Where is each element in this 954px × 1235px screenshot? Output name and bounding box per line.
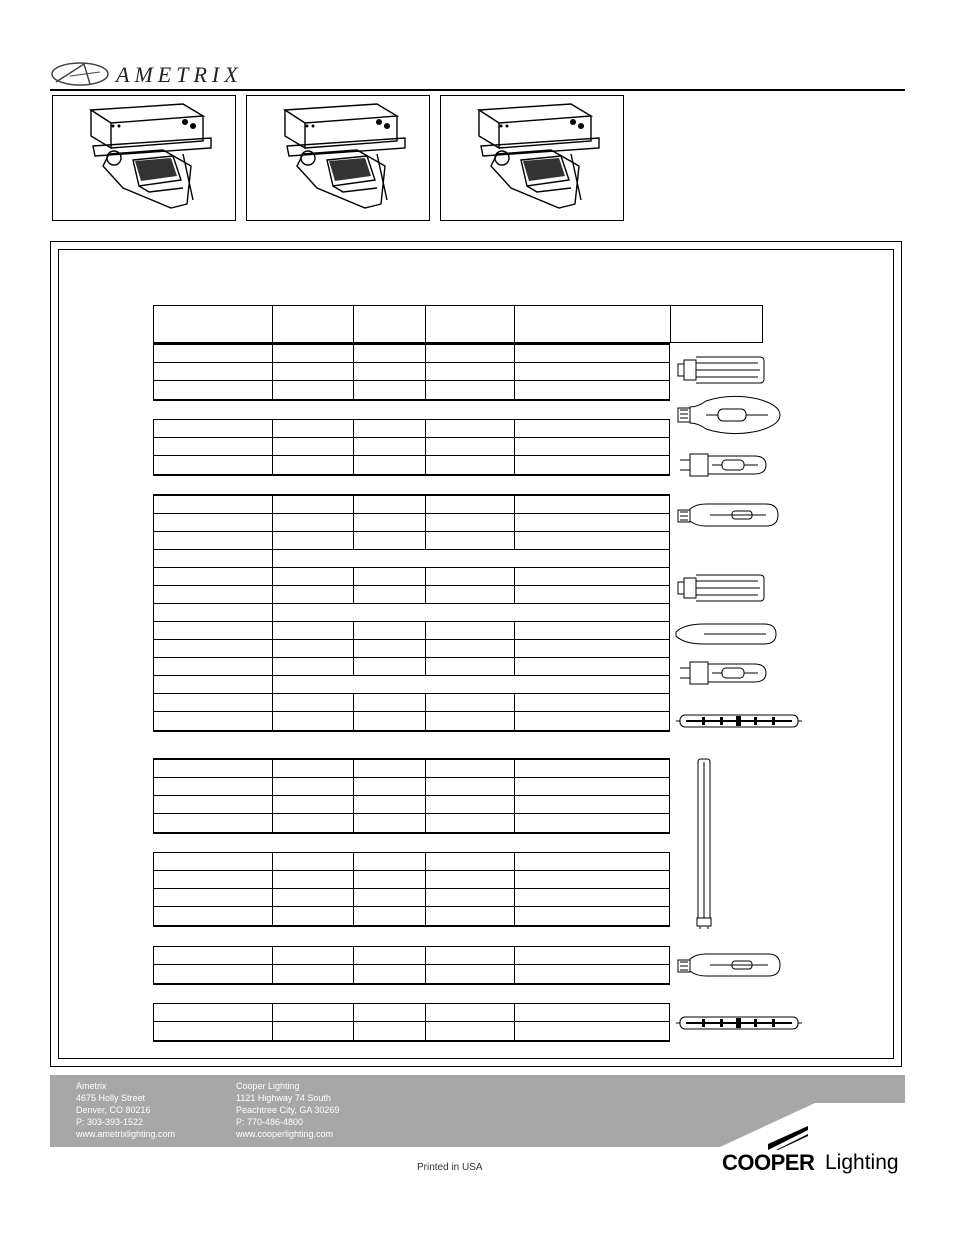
cell-divider	[353, 514, 354, 531]
lamp-group	[153, 343, 670, 401]
cell-divider	[272, 814, 273, 832]
t6-metal-halide-capsule-icon	[676, 656, 768, 690]
printed-in-usa: Printed in USA	[417, 1162, 483, 1173]
cell-divider	[514, 778, 515, 795]
cell-divider	[353, 568, 354, 585]
cell-divider	[425, 622, 426, 639]
double-ended-quartz-lamp-icon	[674, 710, 804, 732]
lamp-group	[153, 946, 670, 985]
table-row	[154, 345, 669, 363]
table-row	[154, 604, 669, 622]
table-row	[154, 456, 669, 474]
cell-divider	[353, 345, 354, 362]
lamp-group	[153, 419, 670, 476]
cell-divider	[425, 853, 426, 870]
table-row	[154, 568, 669, 586]
cell-divider	[425, 586, 426, 603]
cell-divider	[514, 814, 515, 832]
product-image-2	[246, 95, 430, 221]
product-image-1	[52, 95, 236, 221]
cell-divider	[425, 658, 426, 675]
cell-divider	[353, 1004, 354, 1021]
table-row	[154, 796, 669, 814]
table-row	[154, 676, 669, 694]
cell-divider	[272, 345, 273, 362]
recessed-wallwash-fixture-icon	[247, 96, 429, 220]
cell-divider	[425, 965, 426, 983]
cell-divider	[514, 871, 515, 888]
cell-divider	[272, 676, 273, 693]
table-row	[154, 420, 669, 438]
long-twin-tube-fluorescent-icon	[694, 758, 714, 930]
cell-divider	[272, 889, 273, 906]
cell-divider	[514, 796, 515, 813]
lamp-table-header	[153, 305, 763, 343]
table-row	[154, 363, 669, 381]
ed-tubular-hid-lamp-icon	[674, 620, 778, 648]
table-row	[154, 658, 669, 676]
table-row	[154, 907, 669, 925]
table-row	[154, 1004, 669, 1022]
cell-divider	[353, 438, 354, 455]
double-ended-quartz-lamp-icon	[674, 1012, 804, 1034]
cell-divider	[514, 496, 515, 513]
logo-lighting: Lighting	[825, 1151, 899, 1174]
brand-name: AMETRIX	[116, 62, 243, 87]
cell-divider	[272, 1022, 273, 1040]
cell-divider	[514, 907, 515, 925]
cell-divider	[353, 760, 354, 777]
cell-divider	[514, 640, 515, 657]
cell-divider	[514, 363, 515, 380]
cooper-swoosh-icon	[768, 1126, 808, 1150]
cell-divider	[425, 947, 426, 964]
address-company: Cooper Lighting	[236, 1081, 300, 1091]
address-city: Denver, CO 80216	[76, 1105, 151, 1115]
lamp-group	[153, 1003, 670, 1042]
cell-divider	[425, 496, 426, 513]
table-row	[154, 778, 669, 796]
cell-divider	[353, 889, 354, 906]
cell-divider	[425, 363, 426, 380]
address-company: Ametrix	[76, 1081, 107, 1091]
cell-divider	[425, 907, 426, 925]
cell-divider	[353, 532, 354, 549]
table-row	[154, 496, 669, 514]
cell-divider	[272, 853, 273, 870]
lamp-group	[153, 758, 670, 834]
cell-divider	[514, 712, 515, 730]
cell-divider	[514, 345, 515, 362]
cell-divider	[353, 381, 354, 399]
recessed-wallwash-fixture-icon	[53, 96, 235, 220]
address-phone: P: 770-486-4800	[236, 1117, 304, 1127]
table-row	[154, 1022, 669, 1040]
cell-divider	[272, 712, 273, 730]
cell-divider	[514, 420, 515, 437]
cell-divider	[425, 712, 426, 730]
t6-metal-halide-capsule-icon	[676, 448, 768, 482]
cell-divider	[353, 1022, 354, 1040]
cell-divider	[353, 871, 354, 888]
cell-divider	[272, 586, 273, 603]
cell-divider	[353, 814, 354, 832]
cell-divider	[425, 694, 426, 711]
ametrix-swoosh-icon	[50, 58, 114, 90]
cell-divider	[353, 586, 354, 603]
table-row	[154, 694, 669, 712]
header-rule	[50, 89, 905, 91]
cell-divider	[425, 568, 426, 585]
cell-divider	[425, 456, 426, 474]
cell-divider	[425, 871, 426, 888]
cell-divider	[514, 853, 515, 870]
product-image-3	[440, 95, 624, 221]
ametrix-address	[76, 1080, 175, 1140]
lamp-group	[153, 852, 670, 927]
cell-divider	[272, 965, 273, 983]
cooper-address	[236, 1080, 339, 1140]
cell-divider	[353, 456, 354, 474]
address-city: Peachtree City, GA 30269	[236, 1105, 340, 1115]
cell-divider	[272, 622, 273, 639]
cell-divider	[425, 381, 426, 399]
cell-divider	[353, 853, 354, 870]
ed-tubular-hid-lamp-icon	[676, 500, 780, 530]
cell-divider	[514, 965, 515, 983]
cell-divider	[353, 965, 354, 983]
ed-tubular-hid-lamp-icon	[676, 950, 782, 980]
cell-divider	[353, 640, 354, 657]
cell-divider	[514, 1022, 515, 1040]
cell-divider	[272, 871, 273, 888]
cell-divider	[353, 907, 354, 925]
header-divider	[425, 306, 426, 342]
table-row	[154, 586, 669, 604]
table-row	[154, 965, 669, 983]
address-web-link[interactable]: www.cooperlighting.com	[236, 1129, 334, 1139]
ametrix-logo	[50, 58, 243, 90]
header-divider	[272, 306, 273, 342]
cell-divider	[425, 420, 426, 437]
cell-divider	[272, 778, 273, 795]
cell-divider	[353, 363, 354, 380]
cell-divider	[514, 514, 515, 531]
table-row	[154, 853, 669, 871]
cell-divider	[514, 889, 515, 906]
cell-divider	[272, 456, 273, 474]
logo-cooper: COOPER	[722, 1150, 815, 1175]
cooper-lighting-logo	[722, 1126, 907, 1176]
cell-divider	[272, 381, 273, 399]
cell-divider	[272, 1004, 273, 1021]
cell-divider	[514, 622, 515, 639]
table-row	[154, 712, 669, 730]
cell-divider	[425, 1022, 426, 1040]
cell-divider	[272, 947, 273, 964]
cell-divider	[425, 532, 426, 549]
cell-divider	[353, 658, 354, 675]
header-divider	[670, 306, 671, 342]
cell-divider	[272, 640, 273, 657]
recessed-wallwash-fixture-icon	[441, 96, 623, 220]
cell-divider	[514, 381, 515, 399]
cell-divider	[514, 760, 515, 777]
address-street: 4675 Holly Street	[76, 1093, 146, 1103]
cell-divider	[514, 658, 515, 675]
table-row	[154, 889, 669, 907]
compact-fluorescent-triple-tube-icon	[676, 352, 766, 388]
table-row	[154, 622, 669, 640]
cell-divider	[272, 532, 273, 549]
cell-divider	[425, 1004, 426, 1021]
cell-divider	[353, 622, 354, 639]
cell-divider	[272, 658, 273, 675]
cell-divider	[272, 568, 273, 585]
table-row	[154, 381, 669, 399]
cell-divider	[272, 514, 273, 531]
cell-divider	[353, 947, 354, 964]
cell-divider	[425, 889, 426, 906]
table-row	[154, 814, 669, 832]
table-row	[154, 438, 669, 456]
cell-divider	[353, 496, 354, 513]
table-row	[154, 871, 669, 889]
table-row	[154, 760, 669, 778]
cell-divider	[272, 363, 273, 380]
cell-divider	[425, 345, 426, 362]
cell-divider	[514, 532, 515, 549]
ed17-metal-halide-bulb-icon	[676, 395, 782, 435]
cell-divider	[425, 438, 426, 455]
cell-divider	[514, 947, 515, 964]
address-phone: P: 303-393-1522	[76, 1117, 144, 1127]
cell-divider	[514, 438, 515, 455]
table-row	[154, 514, 669, 532]
cell-divider	[425, 640, 426, 657]
cell-divider	[425, 778, 426, 795]
cell-divider	[272, 604, 273, 621]
compact-fluorescent-triple-tube-icon	[676, 570, 766, 606]
cell-divider	[272, 420, 273, 437]
header-divider	[514, 306, 515, 342]
cell-divider	[353, 778, 354, 795]
cell-divider	[353, 712, 354, 730]
cell-divider	[353, 694, 354, 711]
cell-divider	[353, 420, 354, 437]
cell-divider	[272, 796, 273, 813]
cell-divider	[425, 796, 426, 813]
cell-divider	[272, 550, 273, 567]
cell-divider	[514, 694, 515, 711]
cell-divider	[425, 814, 426, 832]
cell-divider	[425, 760, 426, 777]
lamp-group	[153, 494, 670, 732]
table-row	[154, 550, 669, 568]
cell-divider	[514, 568, 515, 585]
table-row	[154, 532, 669, 550]
address-street: 1121 Highway 74 South	[236, 1093, 331, 1103]
cell-divider	[272, 438, 273, 455]
cell-divider	[272, 496, 273, 513]
table-row	[154, 947, 669, 965]
cell-divider	[272, 760, 273, 777]
table-row	[154, 640, 669, 658]
cell-divider	[514, 586, 515, 603]
cell-divider	[514, 1004, 515, 1021]
cell-divider	[272, 694, 273, 711]
address-web-link[interactable]: www.ametrixlighting.com	[76, 1129, 176, 1139]
cell-divider	[272, 907, 273, 925]
header-divider	[353, 306, 354, 342]
cell-divider	[353, 796, 354, 813]
cell-divider	[425, 514, 426, 531]
cell-divider	[514, 456, 515, 474]
